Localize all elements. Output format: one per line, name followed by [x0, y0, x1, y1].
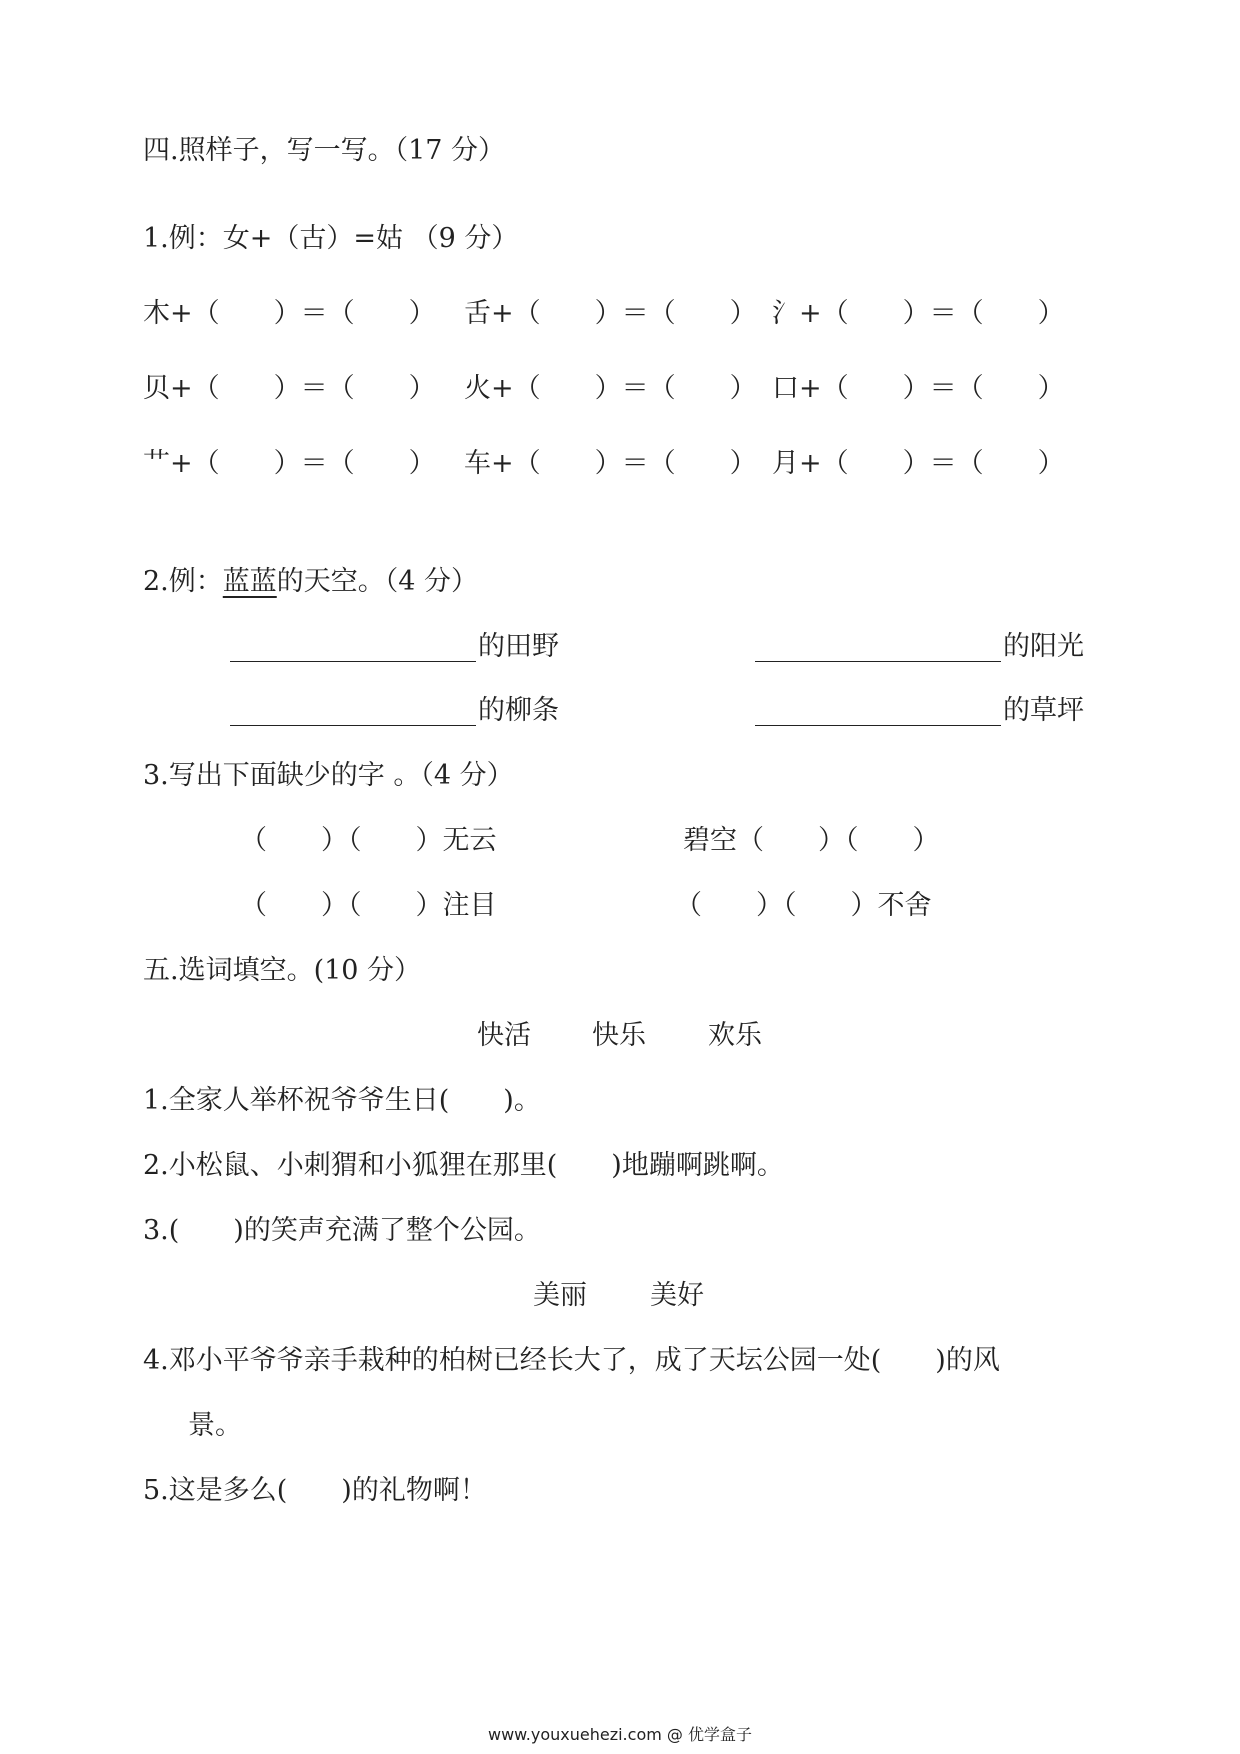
q1-row3-col3: 月+（ ）＝（ ）: [772, 448, 1065, 479]
q2-blank-2[interactable]: [755, 661, 1001, 662]
word-choice-2: 快乐: [592, 1020, 646, 1051]
q2-underlined-word: 蓝蓝: [222, 566, 277, 597]
q2-blank-4[interactable]: [755, 725, 1001, 726]
q2-item-3: 的柳条: [478, 695, 559, 726]
footer-watermark: www.youxuehezi.com @ 优学盒子: [488, 1725, 752, 1744]
q1-row1-col3: 氵+（ ）＝（ ）: [772, 298, 1065, 329]
q3-item-1: （ ）（ ）无云: [240, 825, 497, 856]
section-4-title: 四.照样子，写一写。（17 分）: [143, 135, 506, 166]
q1-row3-col1: 艹+（ ）＝（ ）: [143, 448, 436, 479]
s5-q3: 3.( )的笑声充满了整个公园。: [143, 1215, 541, 1246]
s5-q2: 2.小松鼠、小刺猬和小狐狸在那里( )地蹦啊跳啊。: [143, 1150, 784, 1181]
q3-item-2: 碧空（ ）（ ）: [683, 825, 940, 856]
q2-item-4: 的草坪: [1003, 695, 1084, 726]
q2-item-2: 的阳光: [1003, 631, 1084, 662]
q1-row1-col2: 舌+（ ）＝（ ）: [464, 298, 757, 329]
s5-q5: 5.这是多么( )的礼物啊！: [143, 1475, 487, 1506]
q2-blank-1[interactable]: [230, 661, 476, 662]
word-choice-1: 快活: [477, 1020, 531, 1051]
q2-example-rest: 的天空。（4 分）: [276, 566, 479, 597]
q1-row1-col1: 木+（ ）＝（ ）: [143, 298, 436, 329]
q3-item-3: （ ）（ ）注目: [240, 890, 497, 921]
q2-example: [143, 565, 478, 599]
q2-blank-3[interactable]: [230, 725, 476, 726]
s5-q4-line1: 4.邓小平爷爷亲手栽种的柏树已经长大了，成了天坛公园一处( )的风: [143, 1345, 1000, 1376]
q3-item-4: （ ）（ ）不舍: [675, 890, 932, 921]
q1-row2-col1: 贝+（ ）＝（ ）: [143, 373, 436, 404]
q2-prefix: 2.例：: [143, 566, 223, 597]
q1-example: 1.例：女+（古）=姑 （9 分）: [143, 223, 519, 254]
word-choice-4: 美丽: [533, 1280, 587, 1311]
section-5-title: 五.选词填空。(10 分）: [143, 955, 422, 986]
q1-row3-col2: 车+（ ）＝（ ）: [464, 448, 757, 479]
word-choice-5: 美好: [650, 1280, 704, 1311]
q2-item-1: 的田野: [478, 631, 559, 662]
q1-row2-col2: 火+（ ）＝（ ）: [464, 373, 757, 404]
q3-title: 3.写出下面缺少的字 。（4 分）: [143, 760, 514, 791]
s5-q4-line2: 景。: [188, 1410, 242, 1441]
s5-q1: 1.全家人举杯祝爷爷生日( )。: [143, 1085, 541, 1116]
q1-row2-col3: 口+（ ）＝（ ）: [772, 373, 1065, 404]
word-choice-3: 欢乐: [708, 1020, 762, 1051]
